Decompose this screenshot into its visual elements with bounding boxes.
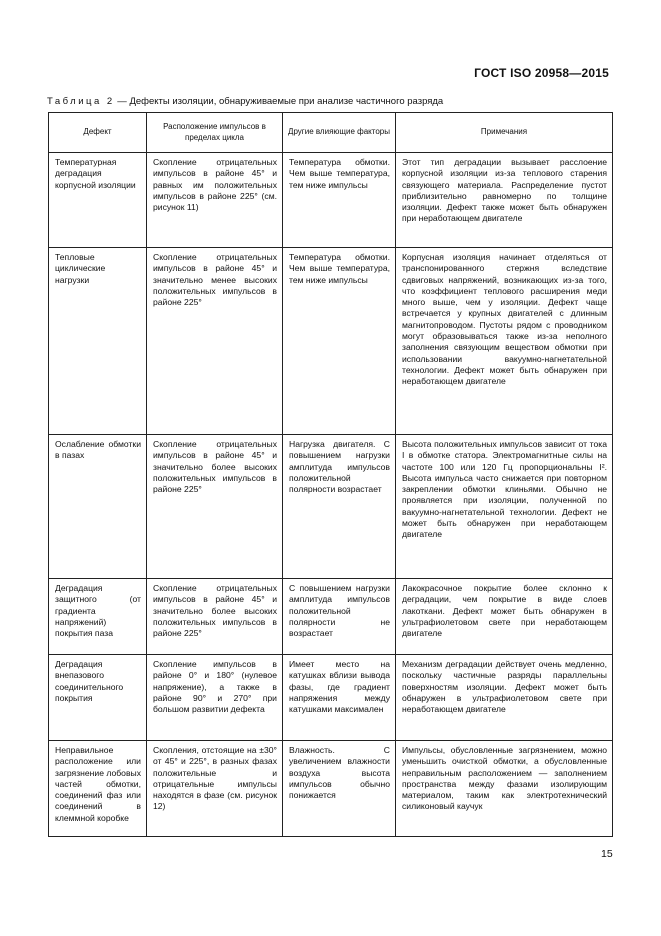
table-caption-label: Таблица 2 — [47, 96, 115, 107]
column-header-notes: Примечания — [396, 113, 613, 153]
cell-factors: Влажность. С увеличением влажности воздуха высота импульсов обычно понижается — [283, 741, 396, 837]
cell-notes: Механизм деградации действует очень медленно, поскольку частичные разряды параллельны поверхностям изоляции. Дефект может быть обнаружен в ультрафиолетовом свете при неработающем двигателе — [396, 655, 613, 741]
table-caption — [47, 96, 443, 107]
cell-notes: Этот тип деградации вызывает расслоение корпусной изоляции из-за теплового старения связующего материала. Распределение пустот приблизительно равномерно по толщине изоляции. Дефект также может быть обнаружен при неработающем двигателе — [396, 153, 613, 248]
cell-factors: Температура обмотки. Чем выше температура, тем ниже импульсы — [283, 248, 396, 435]
cell-factors: Температура обмотки. Чем выше температура, тем ниже импульсы — [283, 153, 396, 248]
cell-notes: Лакокрасочное покрытие более склонно к деградации, чем покрытие в виде слоев лакоткани. Дефект может быть обнаружен в ультрафиолетовом свете при неработающем двигателе — [396, 579, 613, 655]
column-header-location: Расположение импульсов в пределах цикла — [147, 113, 283, 153]
cell-notes: Корпусная изоляция начинает отделяться от транспонированного стержня вследствие сдвиговых напряжений, возникающих из-за того, что коэффициент теплового расширения меди много выше, чем у изоляции. Дефект чаще встречается у крупных двигателей с длинным магнитопроводом. Пустоты рядом с проводником могут образовываться также из-за неполного заполнения связующим веществом обмотки при использовании вакуумно-нагнетательной технологии. Дефект может быть обнаружен при неработающем двигателе — [396, 248, 613, 435]
table-header-row — [49, 113, 613, 153]
cell-location: Скопление отрицательных импульсов в районе 45° и значительно более высоких положительных импульсов в районе 225° — [147, 435, 283, 579]
cell-notes: Импульсы, обусловленные загрязнением, можно уменьшить очисткой обмотки, а обусловленные неправильным расположением — заполнением пространства между фазами изолирующим материалом, таким как электротехнический силиконовый каучук — [396, 741, 613, 837]
table-row — [49, 579, 613, 655]
cell-defect: Ослабление обмотки в пазах — [49, 435, 147, 579]
defects-table — [48, 112, 613, 837]
cell-location: Скопление отрицательных импульсов в районе 45° и значительно менее высоких положительных импульсов в районе 225° — [147, 248, 283, 435]
cell-factors: Нагрузка двигателя. С повышением нагрузки амплитуда импульсов положительной полярности возрастает — [283, 435, 396, 579]
cell-location: Скопление отрицательных импульсов в районе 45° и равных им положительных импульсов в районе 225° (см. рисунок 11) — [147, 153, 283, 248]
table-row — [49, 435, 613, 579]
table-row — [49, 153, 613, 248]
page-number: 15 — [601, 848, 613, 860]
cell-defect: Температурная деградация корпусной изоляции — [49, 153, 147, 248]
cell-defect: Тепловые циклические нагрузки — [49, 248, 147, 435]
document-number: ГОСТ ISO 20958—2015 — [474, 66, 609, 80]
cell-factors: Имеет место на катушках вблизи вывода фазы, где градиент напряжения между катушками максимален — [283, 655, 396, 741]
table-row — [49, 741, 613, 837]
table-row — [49, 248, 613, 435]
cell-location: Скопление импульсов в районе 0° и 180° (нулевое напряжение), а также в районе 90° и 270° при большом развитии дефекта — [147, 655, 283, 741]
cell-location: Скопление отрицательных импульсов в районе 45° и значительно более высоких положительных импульсов в районе 225° — [147, 579, 283, 655]
cell-defect: Неправильное расположение или загрязнение лобовых частей обмотки, соединений фаз или соединений в клеммной коробке — [49, 741, 147, 837]
cell-defect: Деградация защитного (от градиента напряжений) покрытия паза — [49, 579, 147, 655]
column-header-defect: Дефект — [49, 113, 147, 153]
cell-notes: Высота положительных импульсов зависит от тока I в обмотке статора. Электромагнитные силы на частоте 100 или 120 Гц пропорциональны I². Высота импульса часто снижается при повторном закреплении обмотки клиньями. Обычно не проявляется при изоляции, полученной по вакуумно-нагнетательной технологии. Дефект не может быть обнаружен при неработающем двигателе — [396, 435, 613, 579]
cell-defect: Деградация внепазового соединительного покрытия — [49, 655, 147, 741]
column-header-factors: Другие влияющие факторы — [283, 113, 396, 153]
table-row — [49, 655, 613, 741]
cell-location: Скопления, отстоящие на ±30° от 45° и 225°, в разных фазах положительные и отрицательные импульсы находятся в фазе (см. рисунок 12) — [147, 741, 283, 837]
table-caption-text: — Дефекты изоляции, обнаруживаемые при анализе частичного разряда — [114, 96, 444, 107]
cell-factors: С повышением нагрузки амплитуда импульсов положительной полярности не возрастает — [283, 579, 396, 655]
